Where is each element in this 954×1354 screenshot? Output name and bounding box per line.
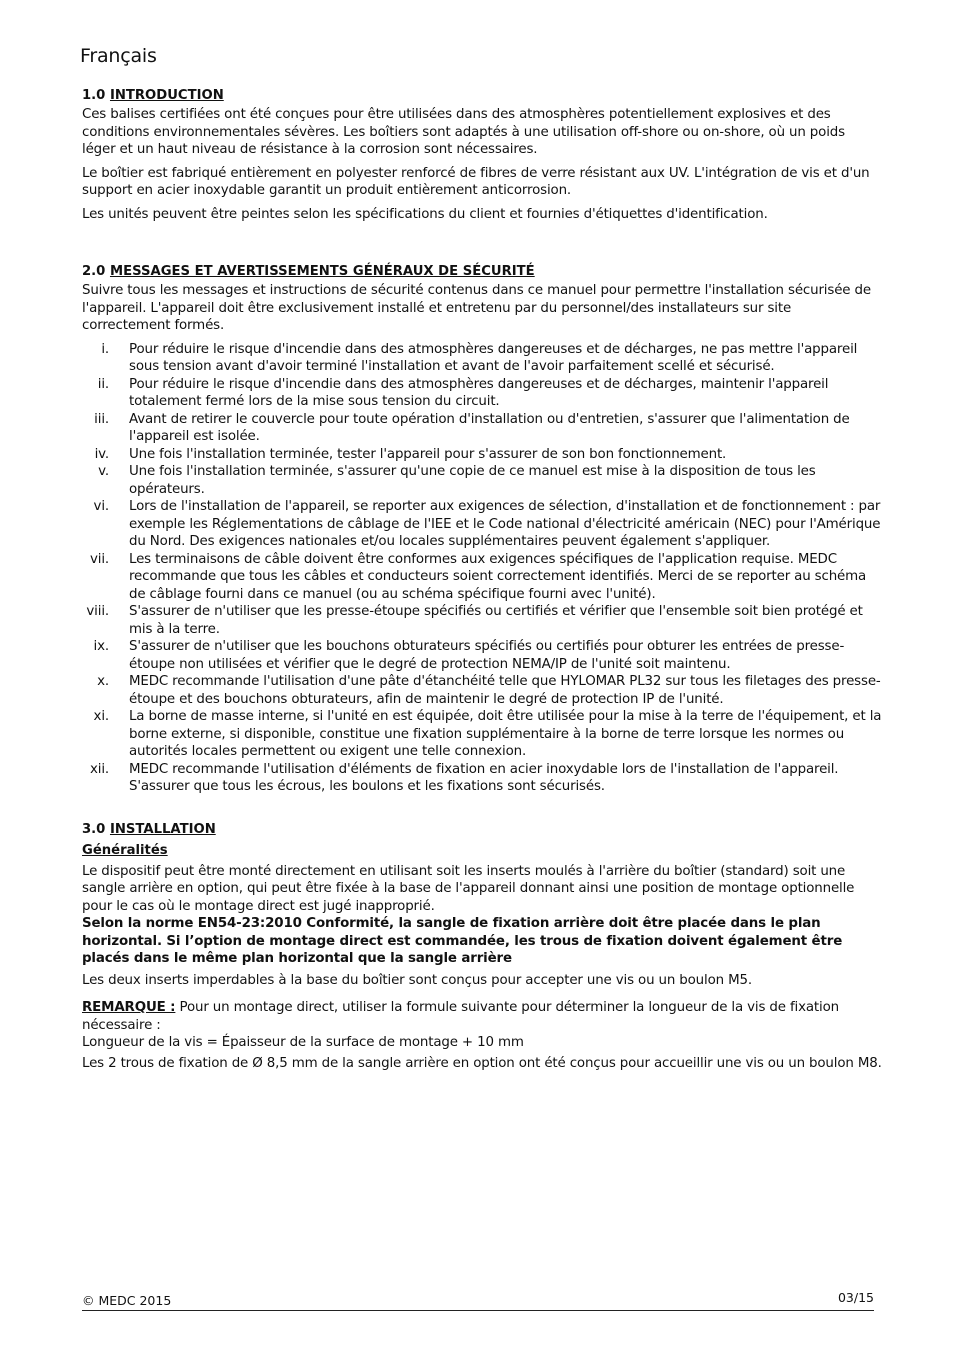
list-item: v. Une fois l'installation terminée, s'assurer qu'une copie de ce manuel est mise à la disposition de tous les opérateurs.: [98, 464, 816, 497]
list-item: vii. Les terminaisons de câble doivent être conformes aux exigences spécifiques de l'application requise. MEDC recommande que tous les câbles et conducteurs soient correctement identifiés. Merci de se reporter au schéma de câblage fourni dans ce manuel (ou au schéma spécifique fourni avec l'unité).: [89, 551, 867, 602]
section-3-title: INSTALLATION: [109, 821, 216, 837]
section-3-paragraph-3: Les 2 trous de fixation de Ø 8,5 mm de la sangle arrière en option ont été conçus pour accueillir une vis ou un boulon M8.: [82, 1055, 882, 1071]
list-item: i. Pour réduire le risque d'incendie dans des atmosphères dangereuses et de décharges, ne pas mettre l'appareil sous tension avant d'avoir terminé l'installation et avant de l'avoir parfaitement scellé et sécurisé.: [101, 341, 858, 374]
page-footer: [82, 1290, 874, 1311]
section-3-paragraph-1: [82, 863, 882, 968]
section-3-number: 3.0: [82, 821, 106, 837]
remark-paragraph: [82, 999, 882, 1052]
section-1-paragraph-1: Ces balises certifiées ont été conçues pour être utilisées dans des atmosphères potentiellement explosives et des conditions environnementales sévères. Les boîtiers sont adaptés à une utilisation off-shore ou on-shore, où un poids léger et un haut niveau de résistance à la corrosion sont nécessaires.: [82, 107, 845, 157]
list-item: viii. S'assurer de n'utiliser que les presse-étoupe spécifiés ou certifiés et vérifier que l'ensemble soit bien protégé et mis à la terre.: [86, 604, 863, 637]
safety-list: [82, 341, 882, 796]
list-item: ix. S'assurer de n'utiliser que les bouchons obturateurs spécifiés ou certifiés pour obturer les entrées de presse-étoupe non utilisées et vérifier que le degré de protection NEMA/IP de l'unité soit maintenu.: [93, 639, 845, 672]
section-1-paragraph-3: Les unités peuvent être peintes selon les spécifications du client et fournies d'étiquettes d'identification.: [82, 206, 768, 222]
en54-compliance-note: Selon la norme EN54-23:2010 Conformité, la sangle de fixation arrière doit être placée dans le plan horizontal. Si l’option de montage direct est commandée, les trous de fixation doivent également être placés dans le même plan horizontal que la sangle arrière: [82, 916, 843, 966]
section-2-number: 2.0: [82, 264, 106, 279]
screw-length-formula: Longueur de la vis = Épaisseur de la surface de montage + 10 mm: [82, 1035, 524, 1050]
remark-label: REMARQUE :: [82, 1000, 176, 1015]
footer-copyright: © MEDC 2015: [82, 1293, 172, 1308]
language-heading: Français: [80, 45, 157, 67]
list-item: vi. Lors de l'installation de l'appareil, se reporter aux exigences de sélection, d'installation et de fonctionnement : par exemple les Réglementations de câblage de l'IEE et le Code national d'électricité américain (NEC) pour l'Amérique du Nord. Des exigences nationales et/ou locales supplémentaires peuvent également s'appliquer.: [93, 499, 881, 549]
section-3-subtitle: Généralités: [82, 842, 168, 858]
list-item: xii. MEDC recommande l'utilisation d'éléments de fixation en acier inoxydable lors de l'installation de l'appareil. S'assurer que tous les écrous, les boulons et les fixations sont sécurisés.: [89, 761, 839, 794]
footer-page-number: 03/15: [837, 1290, 874, 1305]
section-3-paragraph-1-text: Le dispositif peut être monté directement en utilisant soit les inserts moulés à l'arrière du boîtier (standard) soit une sangle arrière en option, qui peut être fixée à la base de l'appareil donnant ainsi une position de montage optionnelle pour le cas où le montage direct est jugé inapproprié.: [82, 863, 855, 914]
section-2-intro: Suivre tous les messages et instructions de sécurité contenus dans ce manuel pour permettre l'installation sécurisée de l'appareil. L'appareil doit être exclusivement installé et entretenu par du personnel/des installateurs sur site correctement formés.: [82, 283, 871, 333]
list-item: iv. Une fois l'installation terminée, tester l'appareil pour s'assurer de son bon fonctionnement.: [94, 446, 727, 462]
section-1-heading: [82, 87, 882, 104]
section-3-heading: [82, 821, 882, 838]
section-1-paragraph-2: Le boîtier est fabriqué entièrement en polyester renforcé de fibres de verre résistant aux UV. L'intégration de vis et d'un support en acier inoxydable garantit un produit entièrement anticorrosion.: [82, 165, 870, 198]
list-item: xi. La borne de masse interne, si l'unité en est équipée, doit être utilisée pour la mise à la terre de l'équipement, et la borne externe, si disponible, constitue une fixation supplémentaire à la borne de terre lorsque les normes ou autorités locales permettent ou exigent une telle connexion.: [93, 709, 882, 759]
remark-text: Pour un montage direct, utiliser la formule suivante pour déterminer la longueur de la vis de fixation nécessaire :: [82, 1000, 839, 1033]
section-3-paragraph-2: Les deux inserts imperdables à la base du boîtier sont conçus pour accepter une vis ou un boulon M5.: [82, 972, 752, 988]
section-1-title: INTRODUCTION: [109, 88, 224, 103]
list-item: x. MEDC recommande l'utilisation d'une pâte d'étanchéité telle que HYLOMAR PL32 sur tous les filetages des presse-étoupe et des bouchons obturateurs, afin de maintenir le degré de protection IP de l'unité.: [97, 674, 881, 707]
section-2-title: MESSAGES ET AVERTISSEMENTS GÉNÉRAUX DE SÉCURITÉ: [109, 264, 535, 279]
document-page: [82, 40, 882, 1078]
section-1-number: 1.0: [82, 88, 106, 103]
section-2-heading: [82, 263, 882, 280]
list-item: ii. Pour réduire le risque d'incendie dans des atmosphères dangereuses et de décharges, maintenir l'appareil totalement fermé lors de la mise sous tension du circuit.: [97, 376, 829, 409]
list-item: iii. Avant de retirer le couvercle pour toute opération d'installation ou d'entretien, s'assurer que l'alimentation de l'appareil est isolée.: [94, 411, 850, 444]
